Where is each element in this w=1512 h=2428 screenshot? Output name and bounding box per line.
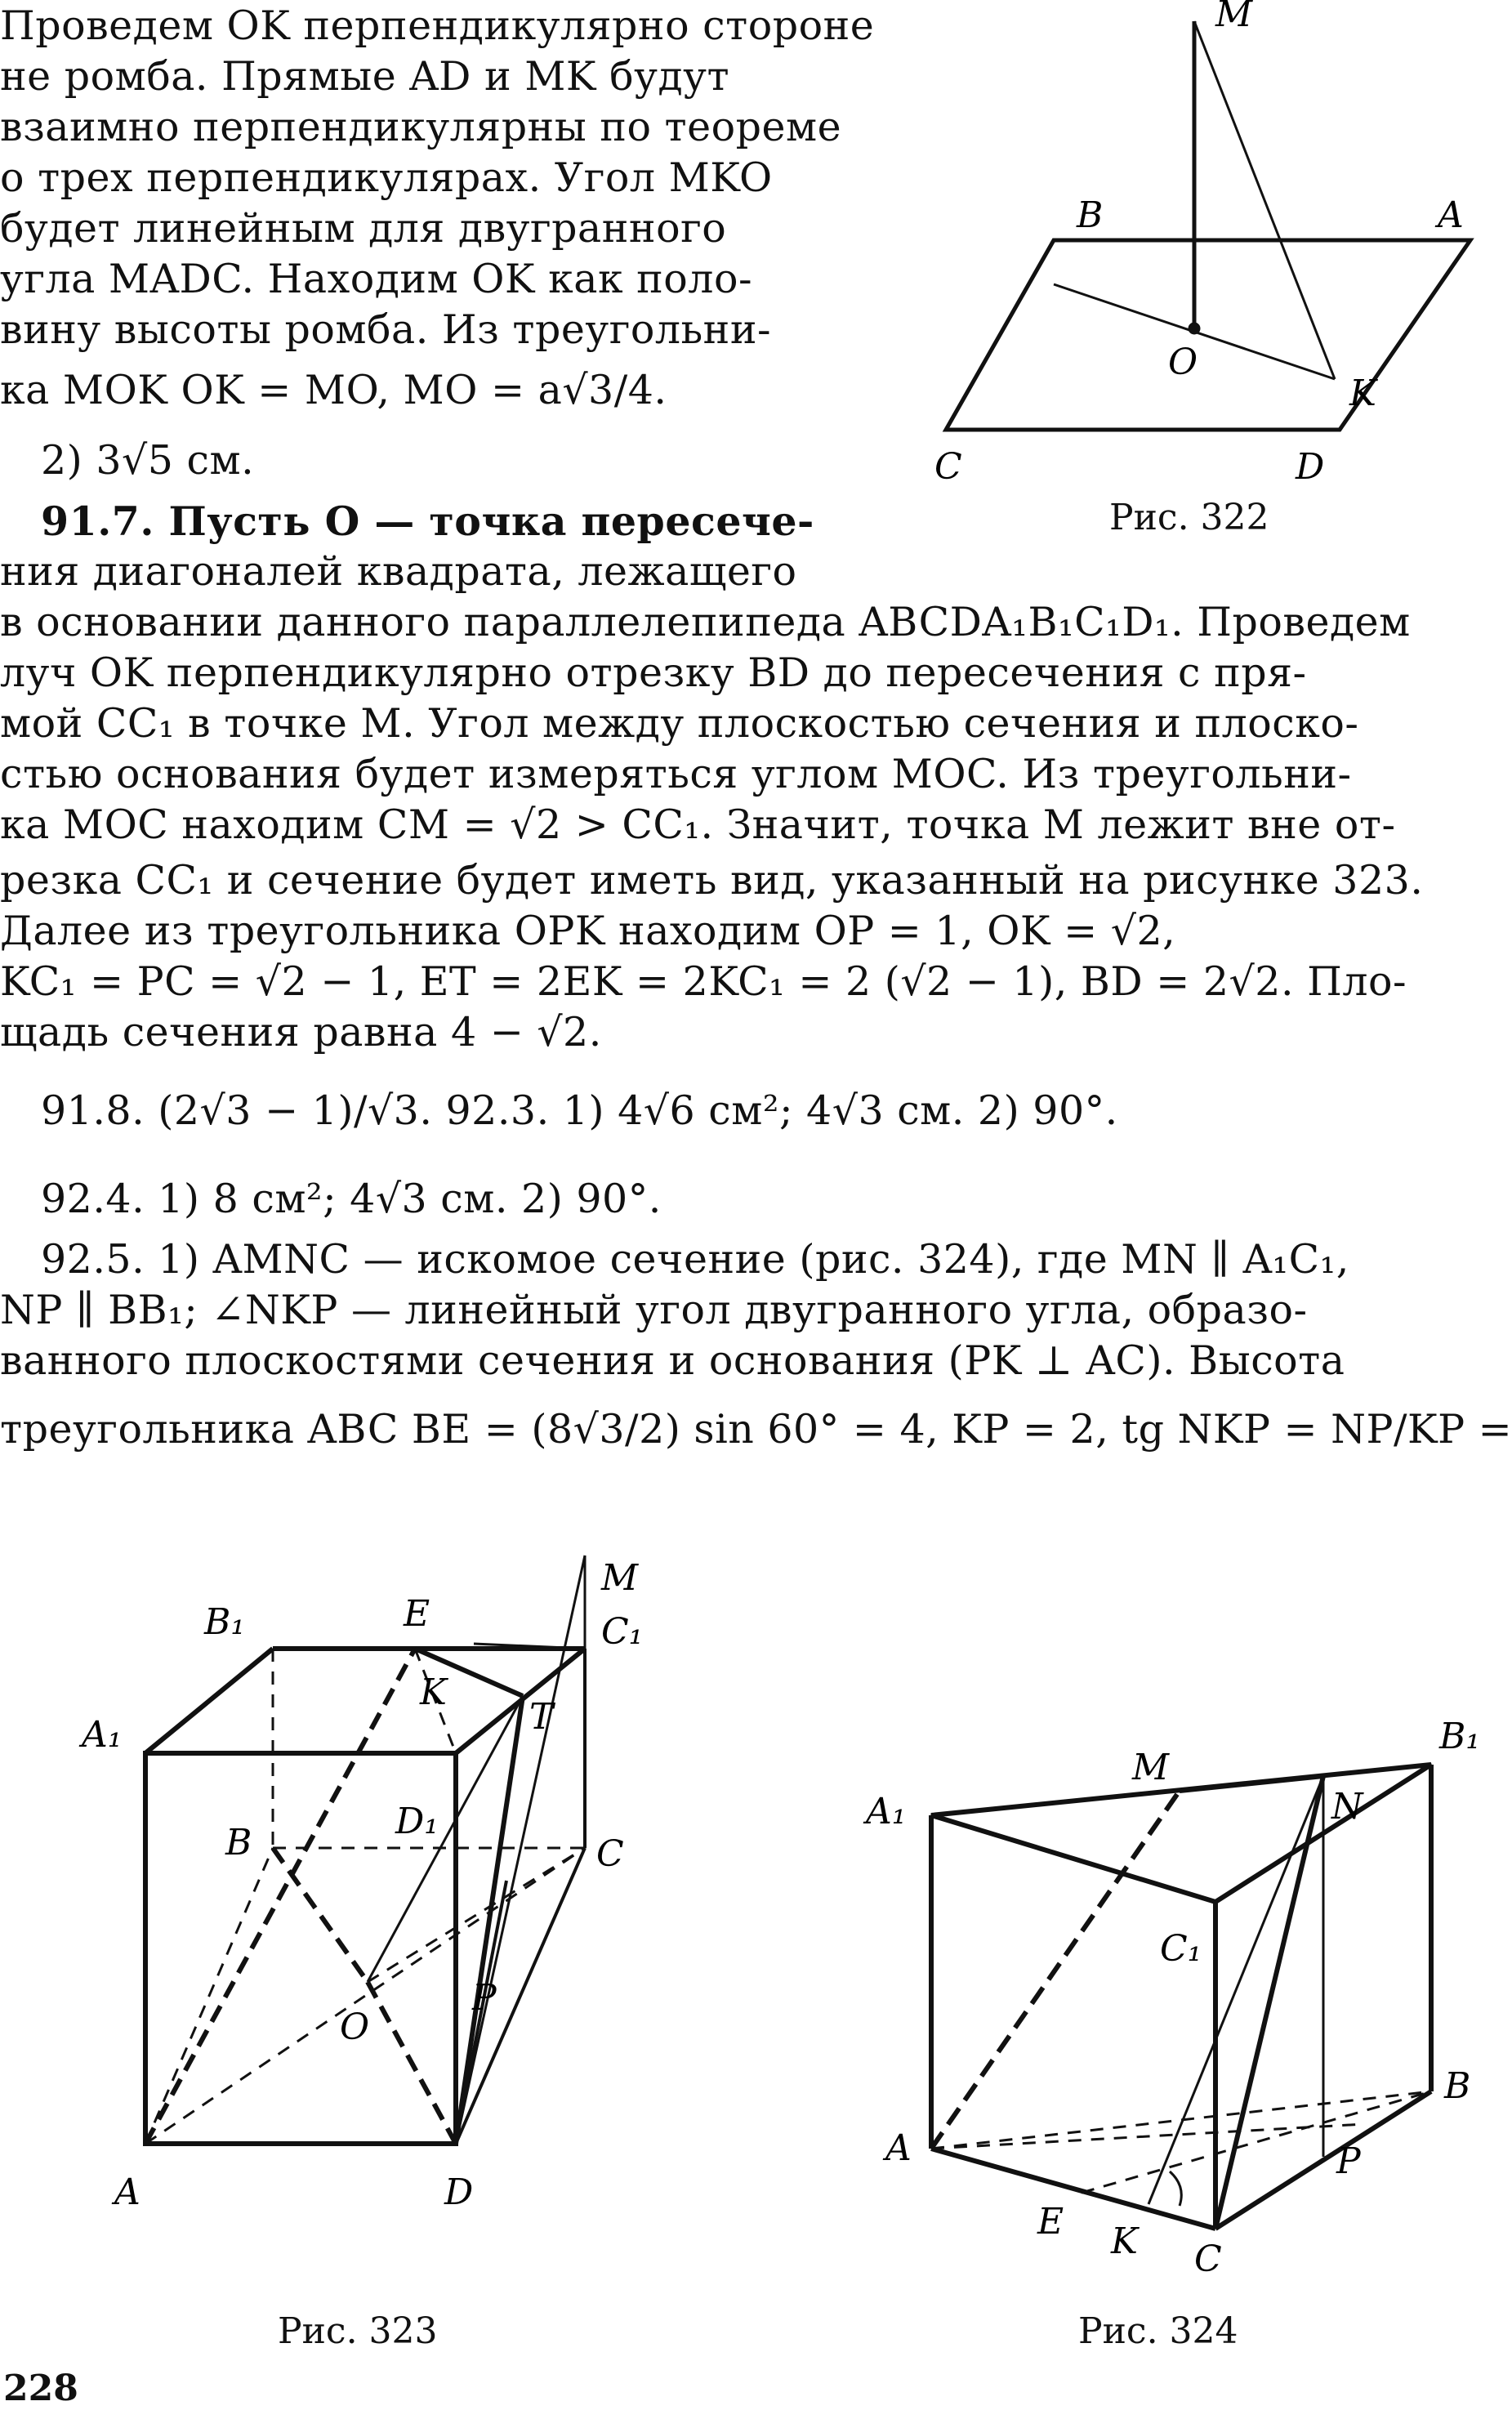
- text-line-14: мой CC₁ в точке M. Угол между плоскостью сечения и плоско-: [0, 700, 1359, 747]
- fig324-label-e: E: [1037, 2201, 1064, 2243]
- fig323-label-a1: A₁: [82, 1714, 123, 1756]
- text-line-17: резка CC₁ и сечение будет иметь вид, указанный на рисунке 323.: [0, 857, 1424, 904]
- text-line-22: 92.4. 1) 8 см²; 4√3 см. 2) 90°.: [41, 1176, 662, 1222]
- text-line-10: 91.7. Пусть O — точка пересече-: [41, 498, 814, 545]
- fig323-label-p: P: [472, 1977, 497, 2019]
- fig324-label-b1: B₁: [1439, 1716, 1480, 1757]
- text-line-15: стью основания будет измеряться углом MOC. Из треугольни-: [0, 751, 1352, 797]
- fig323-label-t: T: [529, 1696, 554, 1738]
- text-line-24: NP ∥ BB₁; ∠NKP — линейный угол двугранного угла, образо-: [0, 1287, 1308, 1333]
- text-line-19: KC₁ = PC = √2 − 1, ET = 2EK = 2KC₁ = 2 (√2 − 1), BD = 2√2. Пло-: [0, 958, 1407, 1005]
- text-line-5: будет линейным для двугранного: [0, 205, 727, 252]
- fig322-label-a: A: [1438, 194, 1464, 236]
- fig322-label-d: D: [1296, 446, 1325, 488]
- figure-322: [899, 0, 1467, 539]
- fig323-label-e: E: [404, 1593, 430, 1635]
- figure-323-caption: Рис. 323: [278, 2310, 438, 2352]
- fig323-label-k: K: [420, 1671, 447, 1713]
- fig322-label-k: K: [1349, 373, 1376, 414]
- text-line-4: о трех перпендикулярах. Угол MKO: [0, 154, 773, 201]
- fig322-label-o: O: [1168, 341, 1198, 383]
- fig324-label-b: B: [1444, 2065, 1471, 2107]
- fig323-label-b1: B₁: [204, 1601, 245, 1643]
- fig323-label-d: D: [444, 2171, 474, 2213]
- text-line-2: не ромба. Прямые AD и MK будут: [0, 53, 730, 100]
- fig323-label-m: M: [601, 1557, 639, 1599]
- fig324-label-a1: A₁: [866, 1791, 907, 1832]
- text-line-20: щадь сечения равна 4 − √2.: [0, 1009, 602, 1056]
- text-line-7: вину высоты ромба. Из треугольни-: [0, 306, 772, 353]
- fig324-label-n: N: [1331, 1786, 1363, 1828]
- fig322-label-b: B: [1077, 194, 1104, 236]
- text-line-8: ка MOK OK = MO, MO = a√3/4.: [0, 367, 667, 413]
- text-line-9: 2) 3√5 см.: [41, 437, 255, 484]
- text-line-26: треугольника ABC BE = (8√3/2) sin 60° = 4, KP = 2, tg NKP = NP/KP =: [0, 1406, 1512, 1453]
- fig324-label-c: C: [1194, 2238, 1222, 2280]
- fig324-label-a: A: [885, 2127, 912, 2169]
- text-line-23: 92.5. 1) AMNC — искомое сечение (рис. 324), где MN ∥ A₁C₁,: [41, 1236, 1349, 1283]
- text-line-18: Далее из треугольника OPK находим OP = 1, OK = √2,: [0, 908, 1176, 954]
- fig323-label-c: C: [596, 1833, 624, 1875]
- text-line-12: в основании данного параллелепипеда ABCDA₁B₁C₁D₁. Проведем: [0, 599, 1411, 645]
- fig323-label-c1: C₁: [601, 1611, 644, 1653]
- fig322-label-c: C: [934, 446, 962, 488]
- fig323-label-d1: D₁: [395, 1801, 439, 1842]
- text-line-6: угла MADC. Находим OK как поло-: [0, 256, 752, 302]
- fig324-label-m: M: [1132, 1747, 1170, 1788]
- text-line-1: Проведем OK перпендикулярно стороне: [0, 2, 875, 49]
- text-line-21: 91.8. (2√3 − 1)/√3. 92.3. 1) 4√6 см²; 4√3 см. 2) 90°.: [41, 1087, 1118, 1134]
- fig323-label-b: B: [225, 1822, 252, 1863]
- fig324-label-c1: C₁: [1160, 1928, 1202, 1970]
- figure-324: [850, 1667, 1480, 2287]
- fig324-label-p: P: [1336, 2140, 1361, 2182]
- fig324-label-k: K: [1111, 2220, 1138, 2262]
- fig322-label-m: M: [1215, 0, 1253, 35]
- fig323-label-a: A: [114, 2171, 140, 2213]
- figure-324-caption: Рис. 324: [1078, 2310, 1238, 2352]
- page-number: 228: [3, 2368, 78, 2409]
- text-line-13: луч OK перпендикулярно отрезку BD до пересечения с пря-: [0, 649, 1307, 696]
- figure-322-caption: Рис. 322: [1109, 497, 1269, 538]
- text-line-11: ния диагоналей квадрата, лежащего: [0, 548, 797, 595]
- text-line-16: ка MOC находим CM = √2 > CC₁. Значит, точка M лежит вне от-: [0, 801, 1396, 848]
- text-line-3: взаимно перпендикулярны по теореме: [0, 104, 842, 150]
- text-line-25: ванного плоскостями сечения и основания (PK ⊥ AC). Высота: [0, 1337, 1345, 1384]
- fig323-label-o: O: [340, 2006, 370, 2048]
- figure-323: [0, 1552, 670, 2287]
